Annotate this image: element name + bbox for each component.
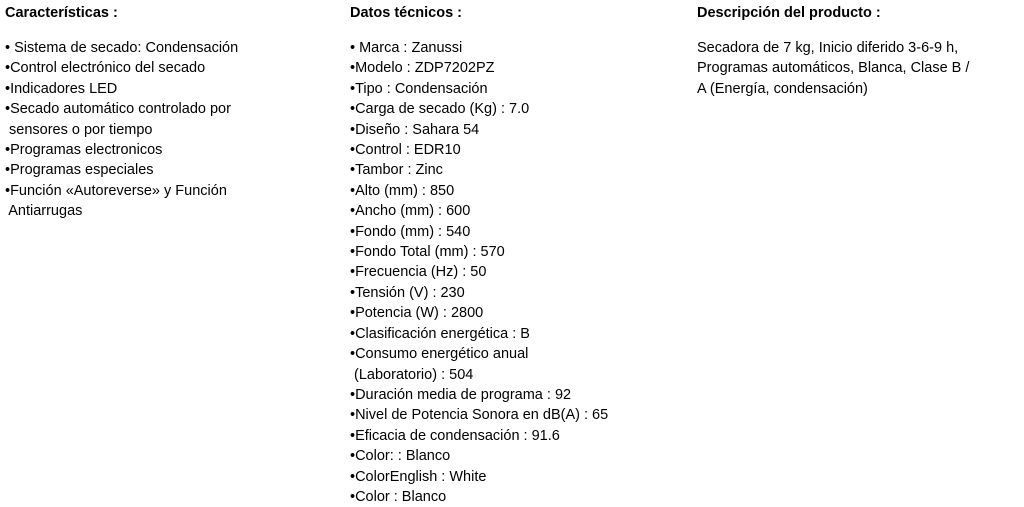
list-item: •Alto (mm) : 850 xyxy=(350,182,455,199)
list-item: •Frecuencia (Hz) : 50 xyxy=(350,264,487,281)
list-item: sensores o por tiempo xyxy=(5,121,153,138)
descripcion-text xyxy=(697,38,1017,99)
list-item: •Color : Blanco xyxy=(350,488,447,505)
list-item: •Diseño : Sahara 54 xyxy=(350,121,480,138)
descripcion-column xyxy=(697,4,1017,99)
list-item: •Clasificación energética : B xyxy=(350,325,530,342)
list-item: •Modelo : ZDP7202PZ xyxy=(350,60,495,77)
list-item: •Fondo (mm) : 540 xyxy=(350,223,471,240)
list-item: •Potencia (W) : 2800 xyxy=(350,305,484,322)
descripcion-line: A (Energía, condensación) xyxy=(697,80,868,97)
datos-tecnicos-heading: Datos técnicos : xyxy=(350,5,462,21)
list-item: •Consumo energético anual xyxy=(350,346,529,363)
list-item: •Indicadores LED xyxy=(5,80,118,97)
list-item: •Secado automático controlado por xyxy=(5,101,231,118)
caracteristicas-heading: Características : xyxy=(5,5,118,21)
list-item: •Color: : Blanco xyxy=(350,448,451,465)
list-item: •Tipo : Condensación xyxy=(350,80,488,97)
list-item: •Control electrónico del secado xyxy=(5,60,206,77)
list-item: •Tensión (V) : 230 xyxy=(350,284,465,301)
list-item: •Eficacia de condensación : 91.6 xyxy=(350,427,560,444)
descripcion-heading: Descripción del producto : xyxy=(697,5,881,21)
descripcion-line: Secadora de 7 kg, Inicio diferido 3-6-9 h, xyxy=(697,40,959,56)
list-item: •Tambor : Zinc xyxy=(350,162,443,179)
datos-tecnicos-list xyxy=(350,38,670,507)
list-item: • Marca : Zanussi xyxy=(350,40,463,56)
list-item: •Ancho (mm) : 600 xyxy=(350,203,471,220)
list-item: •Duración media de programa : 92 xyxy=(350,386,572,403)
list-item: •ColorEnglish : White xyxy=(350,468,487,485)
list-item: Antiarrugas xyxy=(5,203,83,220)
list-item: (Laboratorio) : 504 xyxy=(350,366,474,383)
list-item: •Control : EDR10 xyxy=(350,142,461,159)
list-item: •Programas electronicos xyxy=(5,142,163,159)
datos-tecnicos-column xyxy=(350,4,670,507)
list-item: •Función «Autoreverse» y Función xyxy=(5,182,227,199)
caracteristicas-column xyxy=(5,4,305,222)
list-item: •Carga de secado (Kg) : 7.0 xyxy=(350,101,530,118)
descripcion-line: Programas automáticos, Blanca, Clase B / xyxy=(697,60,970,77)
list-item: •Fondo Total (mm) : 570 xyxy=(350,244,505,261)
list-item: • Sistema de secado: Condensación xyxy=(5,40,239,56)
list-item: •Programas especiales xyxy=(5,162,154,179)
list-item: •Nivel de Potencia Sonora en dB(A) : 65 xyxy=(350,407,609,424)
caracteristicas-list xyxy=(5,38,305,222)
